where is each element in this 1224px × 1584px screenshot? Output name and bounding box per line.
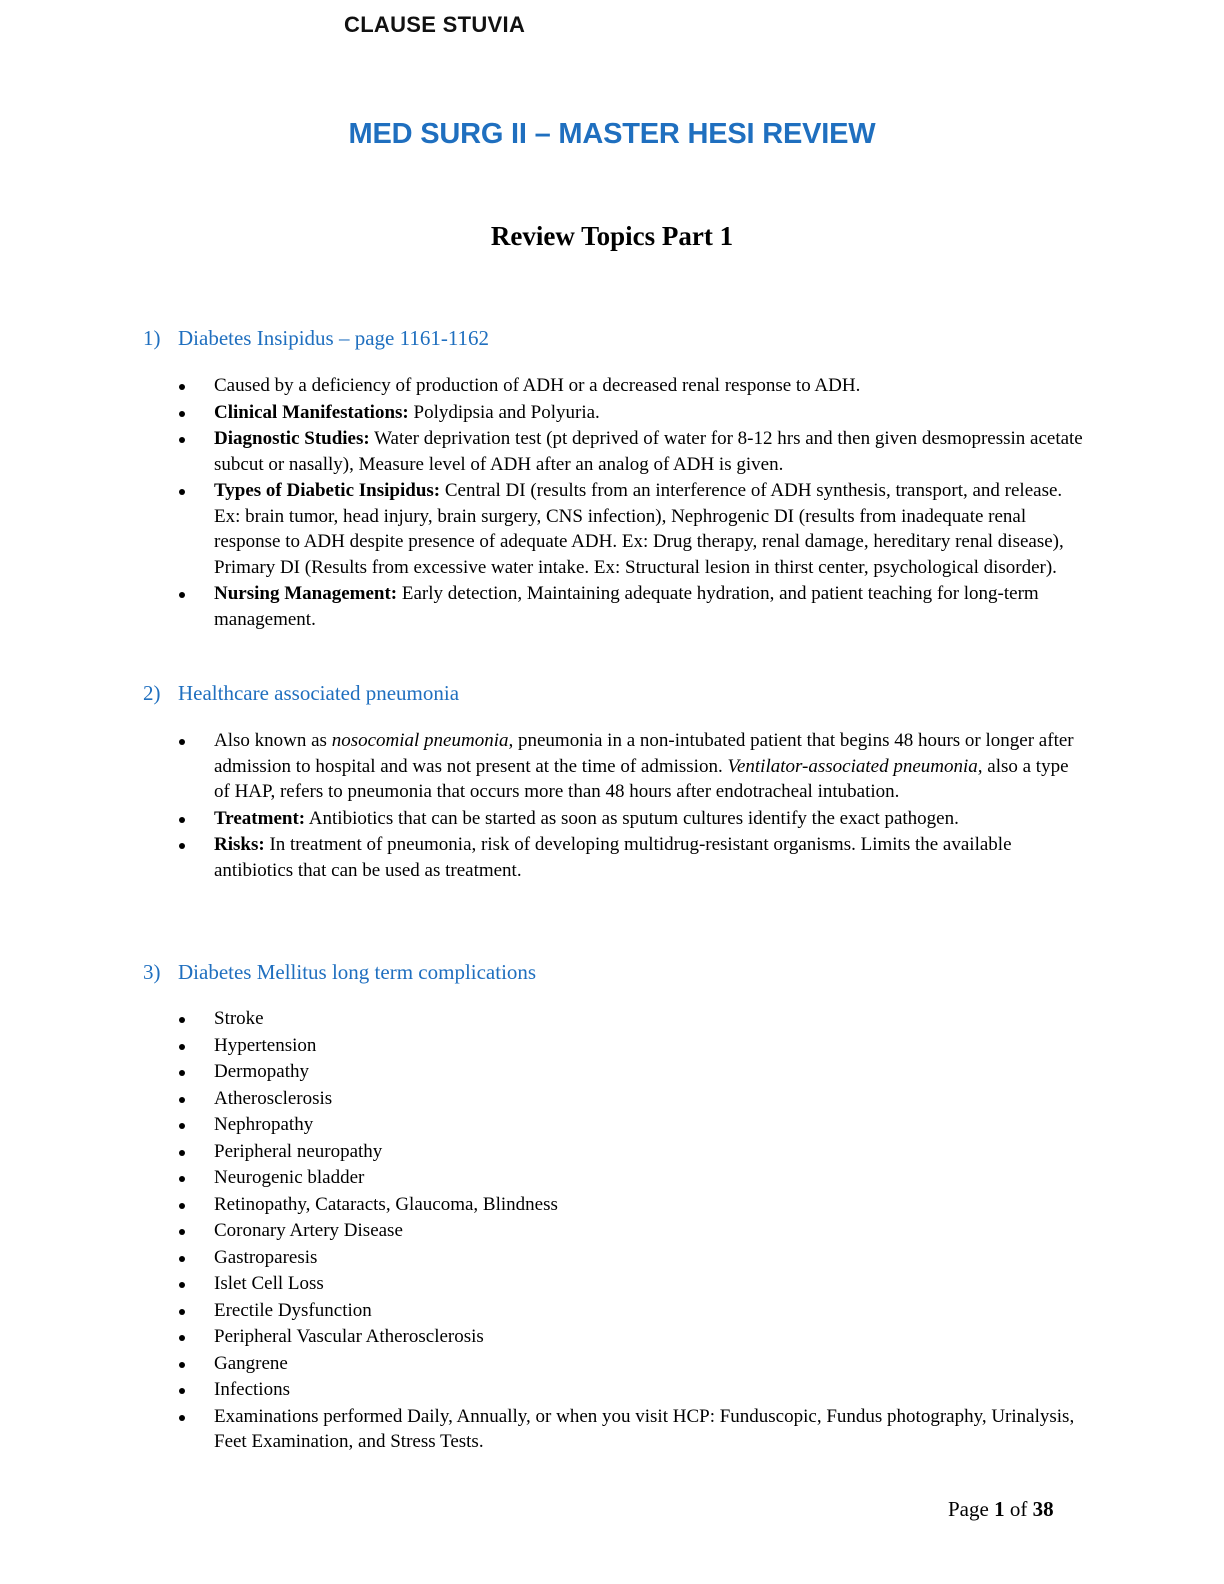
bullet-icon: [179, 843, 185, 849]
list-item: [143, 1271, 1083, 1297]
item-text: Dermopathy: [214, 1061, 309, 1082]
item-label: Nursing Management:: [214, 583, 398, 604]
item-italic-term: nosocomial pneumonia,: [331, 730, 514, 751]
item-text: Retinopathy, Cataracts, Glaucoma, Blindness: [214, 1193, 558, 1215]
page-footer: [948, 1497, 1054, 1522]
list-item: [143, 1139, 1083, 1165]
bullet-icon: [179, 1123, 185, 1129]
item-text: Gastroparesis: [214, 1246, 318, 1268]
section-diabetes-mellitus-complications: [143, 959, 1083, 1456]
bullet-icon: [179, 1335, 185, 1341]
item-text: Neurogenic bladder: [214, 1167, 365, 1188]
bullet-list: [143, 1006, 1083, 1455]
section-title: Diabetes Insipidus – page 1161-1162: [178, 326, 490, 350]
item-text: Antibiotics that can be started as soon as sputum cultures identify the exact pathogen.: [305, 807, 959, 829]
list-item: [143, 426, 1083, 477]
bullet-icon: [179, 1229, 185, 1235]
item-text: Peripheral Vascular Atherosclerosis: [214, 1326, 484, 1347]
section-number: 1): [143, 326, 161, 350]
item-text: Water deprivation test (pt deprived of water for 8-12 hrs and then given desmopressin acetate subcut or nasally), Measure level of ADH after an analog of ADH is given.: [214, 428, 1083, 475]
item-label: Risks:: [214, 834, 265, 855]
bullet-icon: [179, 739, 185, 745]
bullet-icon: [179, 1203, 185, 1209]
item-text: Atherosclerosis: [214, 1087, 333, 1109]
page-number: 1: [994, 1497, 1005, 1521]
list-item: [143, 1324, 1083, 1350]
section-heading: [143, 959, 1083, 985]
item-text: Gangrene: [214, 1352, 288, 1374]
bullet-icon: [179, 1388, 185, 1394]
of-word: of: [1009, 1497, 1028, 1521]
bullet-icon: [179, 1256, 185, 1262]
bullet-icon: [179, 817, 185, 823]
item-text: Stroke: [214, 1008, 264, 1029]
list-item: [143, 728, 1083, 805]
item-text: Coronary Artery Disease: [214, 1220, 403, 1241]
bullet-icon: [179, 1044, 185, 1050]
bullet-icon: [179, 411, 185, 417]
list-item: [143, 1218, 1083, 1244]
item-text: Examinations performed Daily, Annually, or when you visit HCP: Funduscopic, Fundus photography, Urinalysis, Feet Examination, and Stress Tests.: [214, 1405, 1075, 1452]
bullet-icon: [179, 1415, 185, 1421]
section-healthcare-pneumonia: [143, 680, 1083, 884]
section-number: 2): [143, 681, 161, 705]
bullet-icon: [179, 489, 185, 495]
section-diabetes-insipidus: [143, 325, 1083, 633]
list-item: [143, 1006, 1083, 1032]
item-text: pneumonia in a non-intubated patient that begins 48 hours or longer after admission to hospital and was not present at the time of admission.: [214, 730, 1074, 777]
item-text: Peripheral neuropathy: [214, 1140, 383, 1162]
list-item: [143, 1192, 1083, 1218]
item-italic-term: Ventilator-associated pneumonia,: [727, 755, 983, 777]
list-item: [143, 832, 1083, 883]
list-item: [143, 1165, 1083, 1191]
list-item: [143, 1112, 1083, 1138]
item-text: In treatment of pneumonia, risk of developing multidrug-resistant organisms. Limits the available antibiotics that can be used as treatment.: [214, 834, 1012, 881]
bullet-list: [143, 373, 1083, 632]
item-label: Diagnostic Studies:: [214, 428, 370, 449]
item-text: Polydipsia and Polyuria.: [408, 401, 600, 423]
bullet-list: [143, 728, 1083, 883]
bullet-icon: [179, 1176, 185, 1182]
bullet-icon: [179, 592, 185, 598]
bullet-icon: [179, 1097, 185, 1103]
item-text: also a type of HAP, refers to pneumonia that occurs more than 48 hours after endotracheal intubation.: [214, 755, 1069, 802]
item-label: Clinical Manifestations:: [214, 401, 409, 423]
list-item: [143, 478, 1083, 580]
list-item: [143, 1059, 1083, 1085]
item-text: Caused by a deficiency of production of ADH or a decreased renal response to ADH.: [214, 375, 861, 396]
page-word: Page: [948, 1497, 989, 1521]
list-item: [143, 806, 1083, 832]
total-pages: 38: [1032, 1497, 1054, 1521]
list-item: [143, 1351, 1083, 1377]
bullet-icon: [179, 1282, 185, 1288]
list-item: [143, 1404, 1083, 1455]
item-text: Infections: [214, 1379, 290, 1400]
bullet-icon: [179, 1017, 185, 1023]
list-item: [143, 373, 1083, 399]
list-item: [143, 400, 1083, 426]
list-item: [143, 581, 1083, 632]
list-item: [143, 1245, 1083, 1271]
bullet-icon: [179, 1150, 185, 1156]
section-title: Diabetes Mellitus long term complications: [178, 960, 537, 984]
item-text: Also known as: [214, 730, 332, 751]
section-heading: [143, 325, 1083, 351]
list-item: [143, 1298, 1083, 1324]
bullet-icon: [179, 437, 185, 443]
item-text: Islet Cell Loss: [214, 1273, 324, 1294]
bullet-icon: [179, 1362, 185, 1368]
document-subtitle: Review Topics Part 1: [490, 221, 734, 251]
list-item: [143, 1033, 1083, 1059]
bullet-icon: [179, 1309, 185, 1315]
list-item: [143, 1377, 1083, 1403]
section-heading: [143, 680, 1083, 706]
watermark-text: CLAUSE STUVIA: [344, 12, 526, 37]
item-label: Treatment:: [214, 807, 306, 829]
document-title: MED SURG II – MASTER HESI REVIEW: [348, 118, 876, 150]
item-text: Hypertension: [214, 1034, 317, 1056]
item-text: Central DI (results from an interference of ADH synthesis, transport, and release. Ex: brain tumor, head injury, brain surgery, CNS infection), Nephrogenic DI (results from inadequate renal response to ADH despite presence of adequate ADH. Ex: Drug therapy, renal damage, hereditary renal disease), Primary DI (Results from excessive water intake. Ex: Structural lesion in thirst center, psychological disorder).: [214, 480, 1064, 578]
section-title: Healthcare associated pneumonia: [178, 681, 460, 705]
item-label: Types of Diabetic Insipidus:: [214, 480, 441, 501]
section-number: 3): [143, 960, 161, 984]
list-item: [143, 1086, 1083, 1112]
bullet-icon: [179, 384, 185, 390]
item-text: Early detection, Maintaining adequate hydration, and patient teaching for long-term management.: [214, 583, 1039, 630]
item-text: Erectile Dysfunction: [214, 1299, 372, 1321]
item-text: Nephropathy: [214, 1114, 314, 1135]
bullet-icon: [179, 1070, 185, 1076]
